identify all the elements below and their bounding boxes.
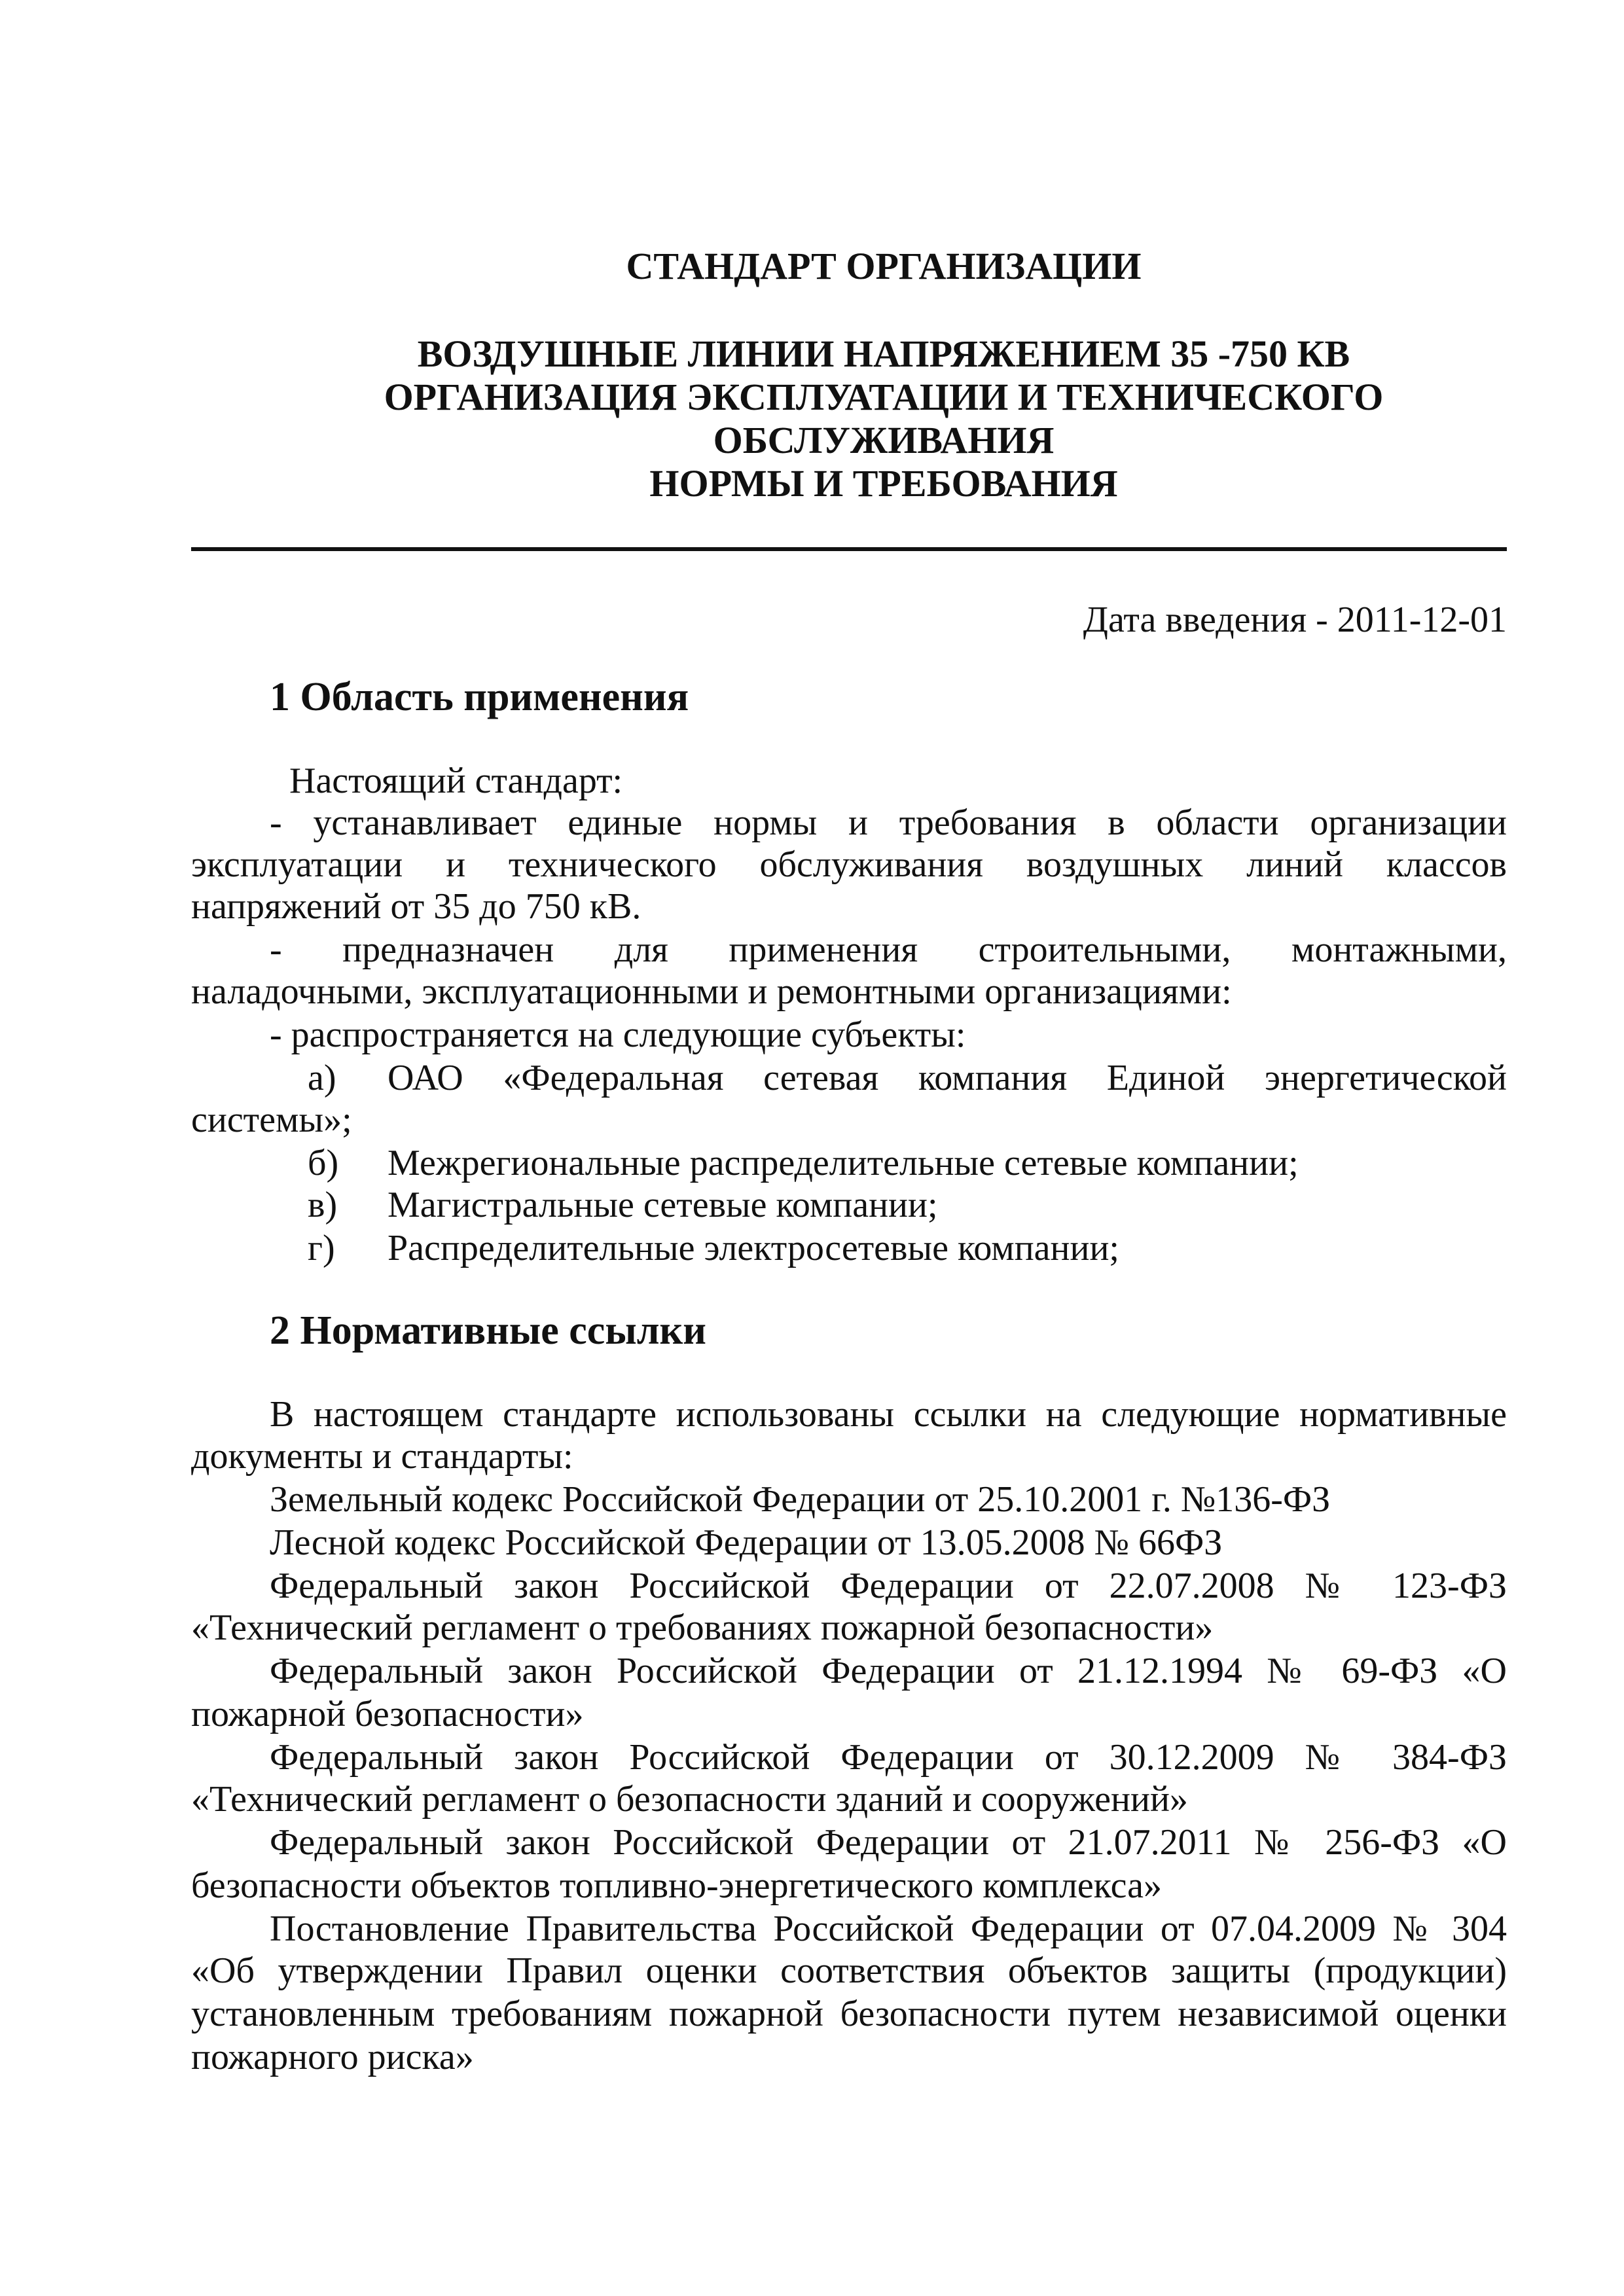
s2-line-7: Федеральный закон Российской Федерации от 21.12.1994 № 69-ФЗ «О bbox=[270, 1651, 1507, 1691]
doc-title-line-2: ОРГАНИЗАЦИЯ ЭКСПЛУАТАЦИИ И ТЕХНИЧЕСКОГО bbox=[384, 376, 1384, 418]
doc-title-line-3: ОБСЛУЖИВАНИЯ bbox=[713, 419, 1055, 461]
s2-line-6: «Технический регламент о требованиях пожарной безопасности» bbox=[191, 1607, 1214, 1648]
section-1-heading: 1 Область применения bbox=[270, 675, 689, 719]
s1-line-7: - распространяется на следующие субъекты: bbox=[270, 1014, 966, 1055]
s2-line-10: «Технический регламент о безопасности зданий и сооружений» bbox=[191, 1779, 1188, 1820]
subject-item-c: Магистральные сетевые компании; bbox=[388, 1185, 938, 1225]
s2-line-12: безопасности объектов топливно-энергетического комплекса» bbox=[191, 1865, 1162, 1906]
section-2-heading: 2 Нормативные ссылки bbox=[270, 1308, 706, 1353]
doc-title-line-1: ВОЗДУШНЫЕ ЛИНИИ НАПРЯЖЕНИЕМ 35 -750 КВ bbox=[417, 332, 1350, 375]
intro-date: Дата введения - 2011-12-01 bbox=[1083, 600, 1507, 640]
subject-item-d: Распределительные электросетевые компании; bbox=[388, 1228, 1119, 1268]
subject-item-a: ОАО «Федеральная сетевая компания Единой энергетической bbox=[388, 1058, 1507, 1098]
s1-line-5: - предназначен для применения строительными, монтажными, bbox=[270, 929, 1507, 970]
subject-label-c: в) bbox=[308, 1185, 338, 1225]
s2-line-15: установленным требованиям пожарной безопасности путем независимой оценки bbox=[191, 1994, 1507, 2034]
s2-line-4: Лесной кодекс Российской Федерации от 13.05.2008 № 66ФЗ bbox=[270, 1522, 1223, 1563]
subject-label-d: г) bbox=[308, 1228, 335, 1268]
s1-line-2: - устанавливает единые нормы и требования в области организации bbox=[270, 802, 1507, 843]
subject-item-b: Межрегиональные распределительные сетевые компании; bbox=[388, 1143, 1299, 1183]
s2-line-5: Федеральный закон Российской Федерации от 22.07.2008 № 123-ФЗ bbox=[270, 1566, 1507, 1606]
s2-line-8: пожарной безопасности» bbox=[191, 1694, 584, 1734]
s2-line-3: Земельный кодекс Российской Федерации от 25.10.2001 г. №136-ФЗ bbox=[270, 1479, 1331, 1520]
s2-line-9: Федеральный закон Российской Федерации от 30.12.2009 № 384-ФЗ bbox=[270, 1737, 1507, 1778]
s1-line-3: эксплуатации и технического обслуживания воздушных линий классов bbox=[191, 844, 1507, 885]
doc-title-line-4: НОРМЫ И ТРЕБОВАНИЯ bbox=[649, 462, 1118, 505]
s1-line-6: наладочными, эксплуатационными и ремонтными организациями: bbox=[191, 971, 1232, 1012]
org-standard-title: СТАНДАРТ ОРГАНИЗАЦИИ bbox=[626, 245, 1142, 287]
s2-line-16: пожарного риска» bbox=[191, 2037, 474, 2077]
subject-label-b: б) bbox=[308, 1143, 339, 1183]
s2-line-14: «Об утверждении Правил оценки соответствия объектов защиты (продукции) bbox=[191, 1950, 1507, 1991]
s1-line-4: напряжений от 35 до 750 кВ. bbox=[191, 886, 641, 927]
subject-item-a-cont: системы»; bbox=[191, 1100, 352, 1140]
subject-label-a: а) bbox=[308, 1058, 336, 1098]
s1-line-1: Настоящий стандарт: bbox=[289, 761, 623, 801]
s2-line-11: Федеральный закон Российской Федерации от 21.07.2011 № 256-ФЗ «О bbox=[270, 1822, 1507, 1863]
s2-line-2: документы и стандарты: bbox=[191, 1436, 573, 1477]
s2-line-13: Постановление Правительства Российской Федерации от 07.04.2009 № 304 bbox=[270, 1909, 1507, 1949]
title-divider bbox=[191, 547, 1507, 551]
s2-line-1: В настоящем стандарте использованы ссылки на следующие нормативные bbox=[270, 1394, 1507, 1435]
